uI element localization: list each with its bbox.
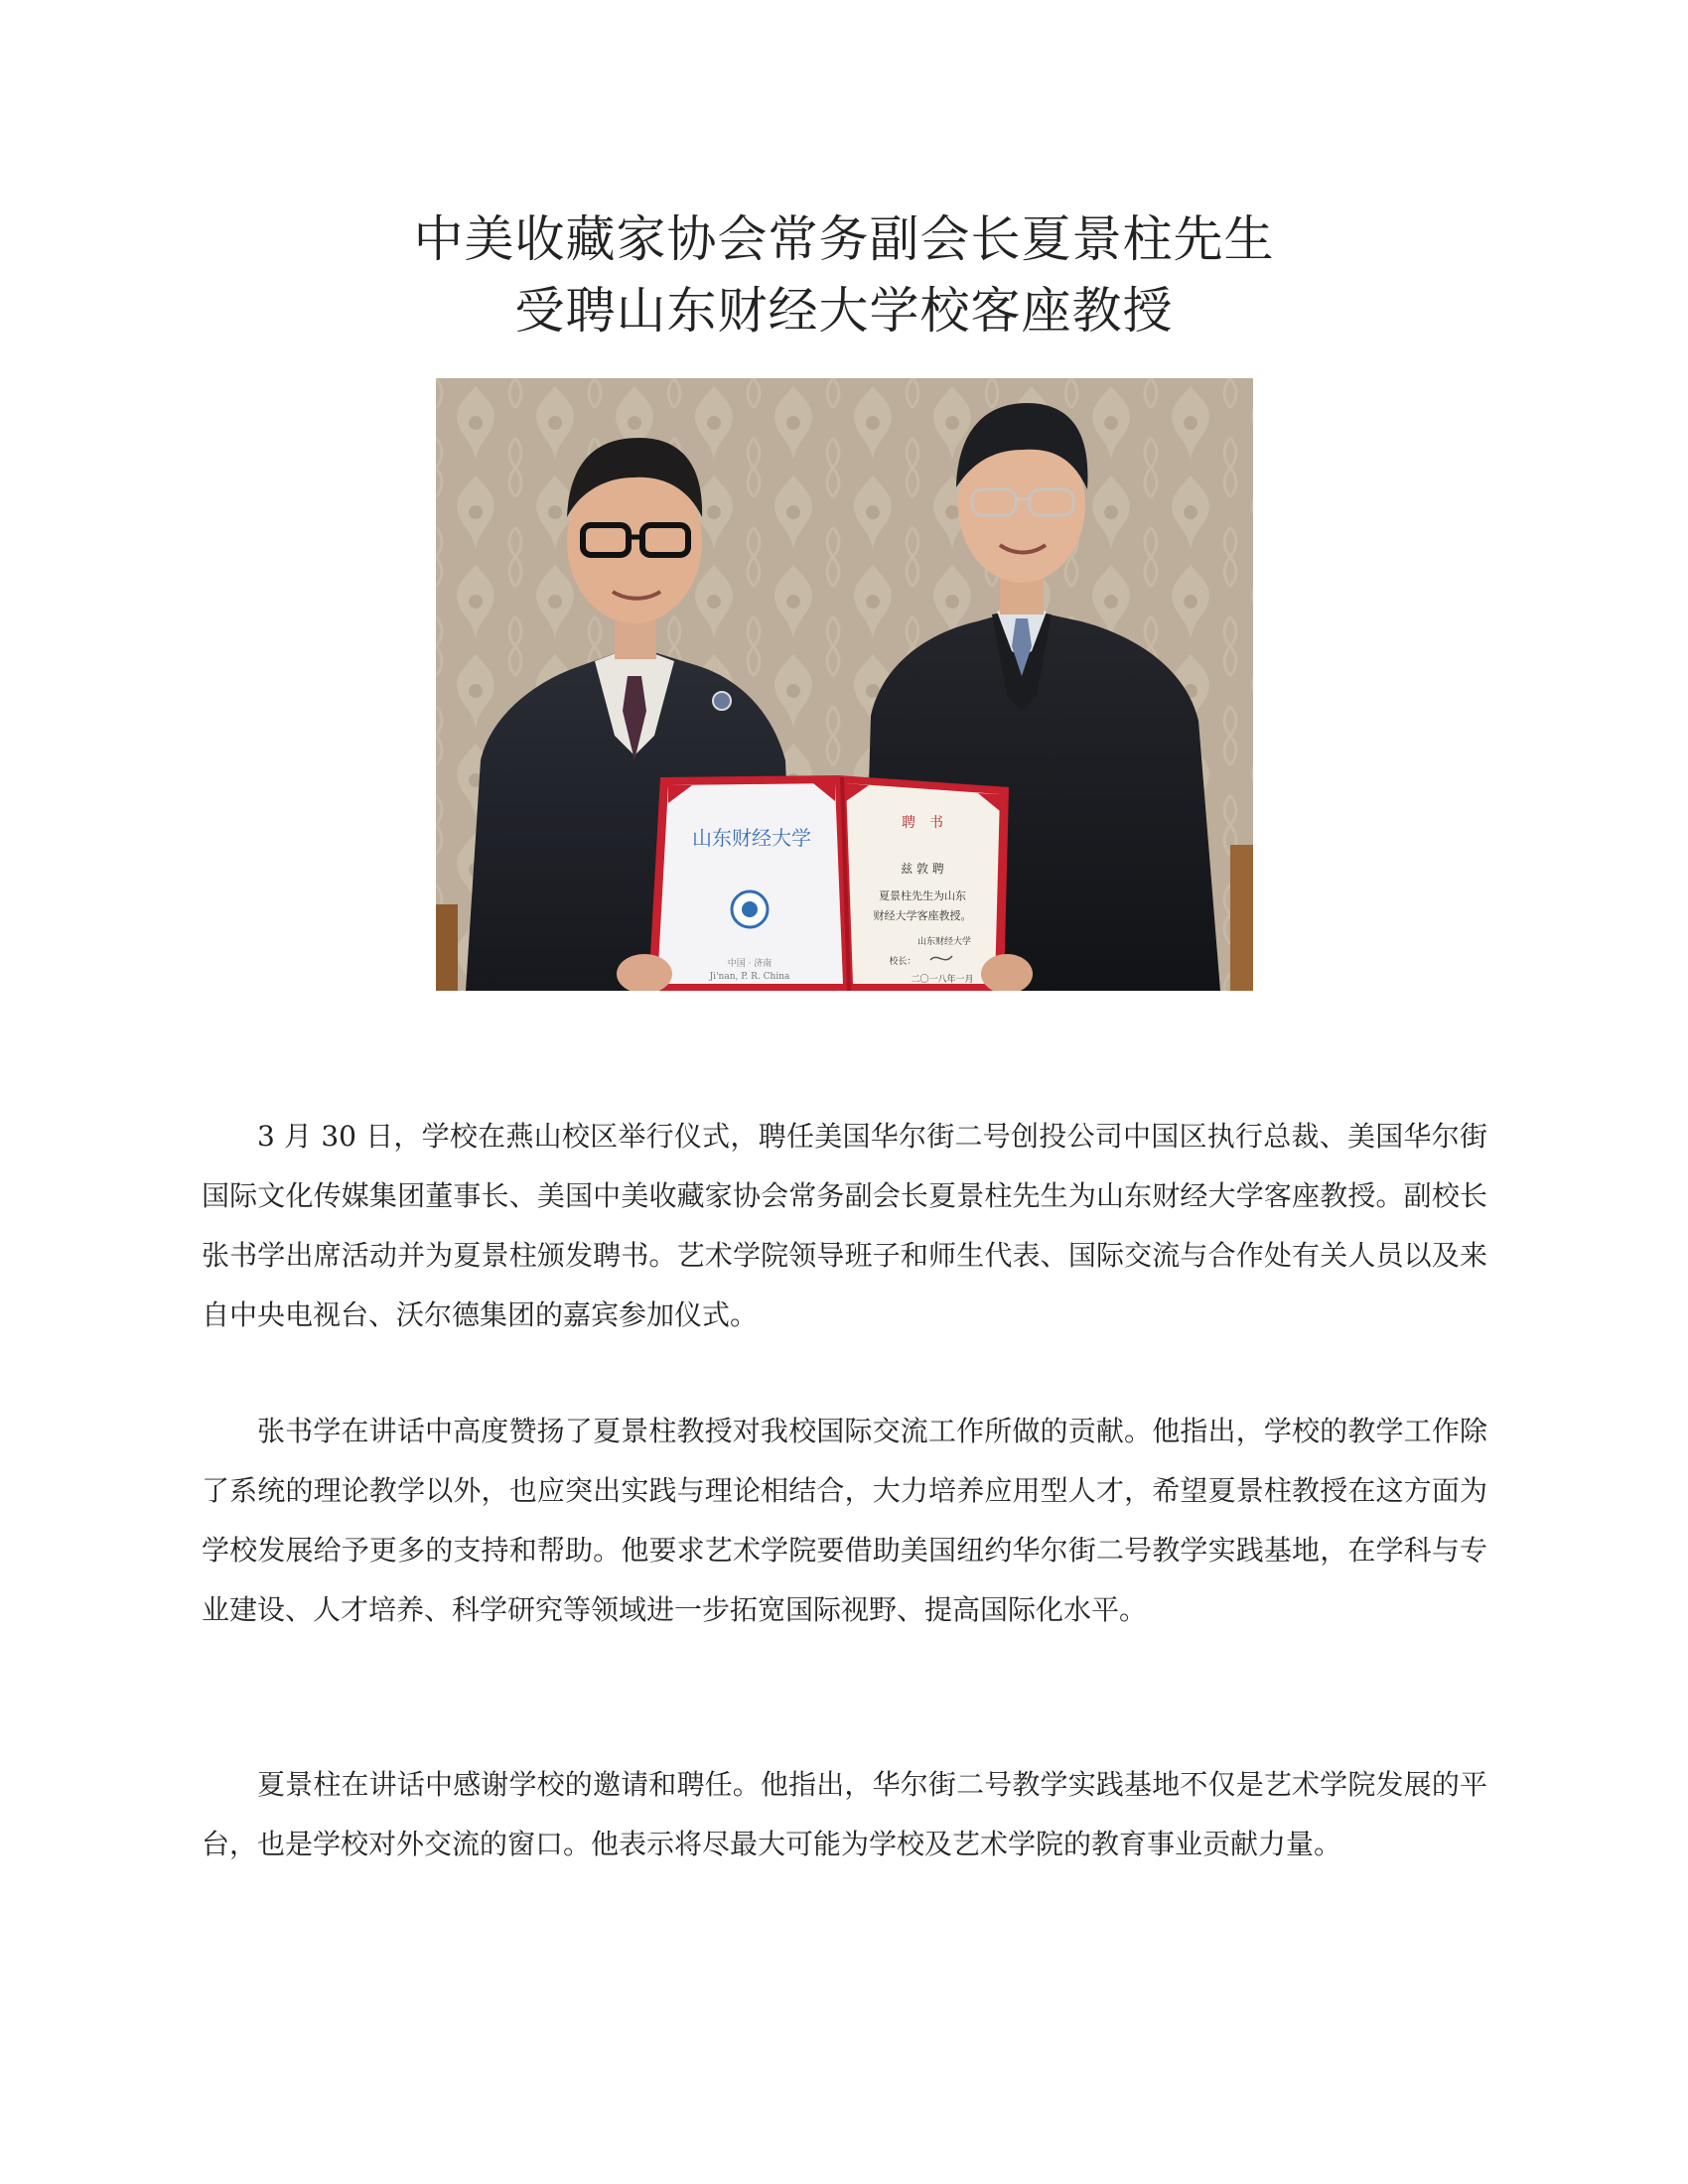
certificate (648, 775, 1009, 991)
article-title (0, 204, 1688, 346)
paragraph-1: 3 月 30 日，学校在燕山校区举行仪式，聘任美国华尔街二号创投公司中国区执行总裁、美国华尔街国际文化传媒集团董事长、美国中美收藏家协会常务副会长夏景柱先生为山东财经大学客座教授。副校长张书学出席活动并为夏景柱颁发聘书。艺术学院领导班子和师生代表、国际交流与合作处有关人员以及来自中央电视台、沃尔德集团的嘉宾参加仪式。 (202, 1120, 1487, 1331)
photo-illustration (436, 378, 1253, 991)
cert-invite: 兹 敦 聘 (901, 862, 944, 876)
cert-date: 二〇一八年一月 (911, 975, 974, 985)
cert-issuer: 山东财经大学 (916, 937, 972, 947)
cert-signer: 校长： (889, 957, 916, 967)
title-line-1: 中美收藏家协会常务副会长夏景柱先生 (413, 210, 1275, 268)
cert-logo: 山东财经大学 (692, 826, 811, 850)
title-line-2: 受聘山东财经大学校客座教授 (514, 282, 1174, 340)
paragraph-3: 夏景柱在讲话中感谢学校的邀请和聘任。他指出，华尔街二号教学实践基地不仅是艺术学院发展的平台，也是学校对外交流的窗口。他表示将尽最大可能为学校及艺术学院的教育事业贡献力量。 (202, 1768, 1487, 1860)
cert-city: 中国 · 济南 (727, 959, 773, 969)
paragraph-2: 张书学在讲话中高度赞扬了夏景柱教授对我校国际交流工作所做的贡献。他指出，学校的教学工作除了系统的理论教学以外，也应突出实践与理论相结合，大力培养应用型人才，希望夏景柱教授在这方面为学校发展给予更多的支持和帮助。他要求艺术学院要借助美国纽约华尔街二号教学实践基地，在学科与专业建设、人才培养、科学研究等领域进一步拓宽国际视野、提高国际化水平。 (202, 1415, 1487, 1626)
cert-body-2: 财经大学客座教授。 (873, 909, 972, 922)
cert-city-en: Ji'nan, P. R. China (709, 972, 790, 982)
ceremony-photo (436, 378, 1253, 991)
cert-body-1: 夏景柱先生为山东 (879, 889, 966, 902)
cert-heading: 聘 书 (902, 815, 943, 831)
